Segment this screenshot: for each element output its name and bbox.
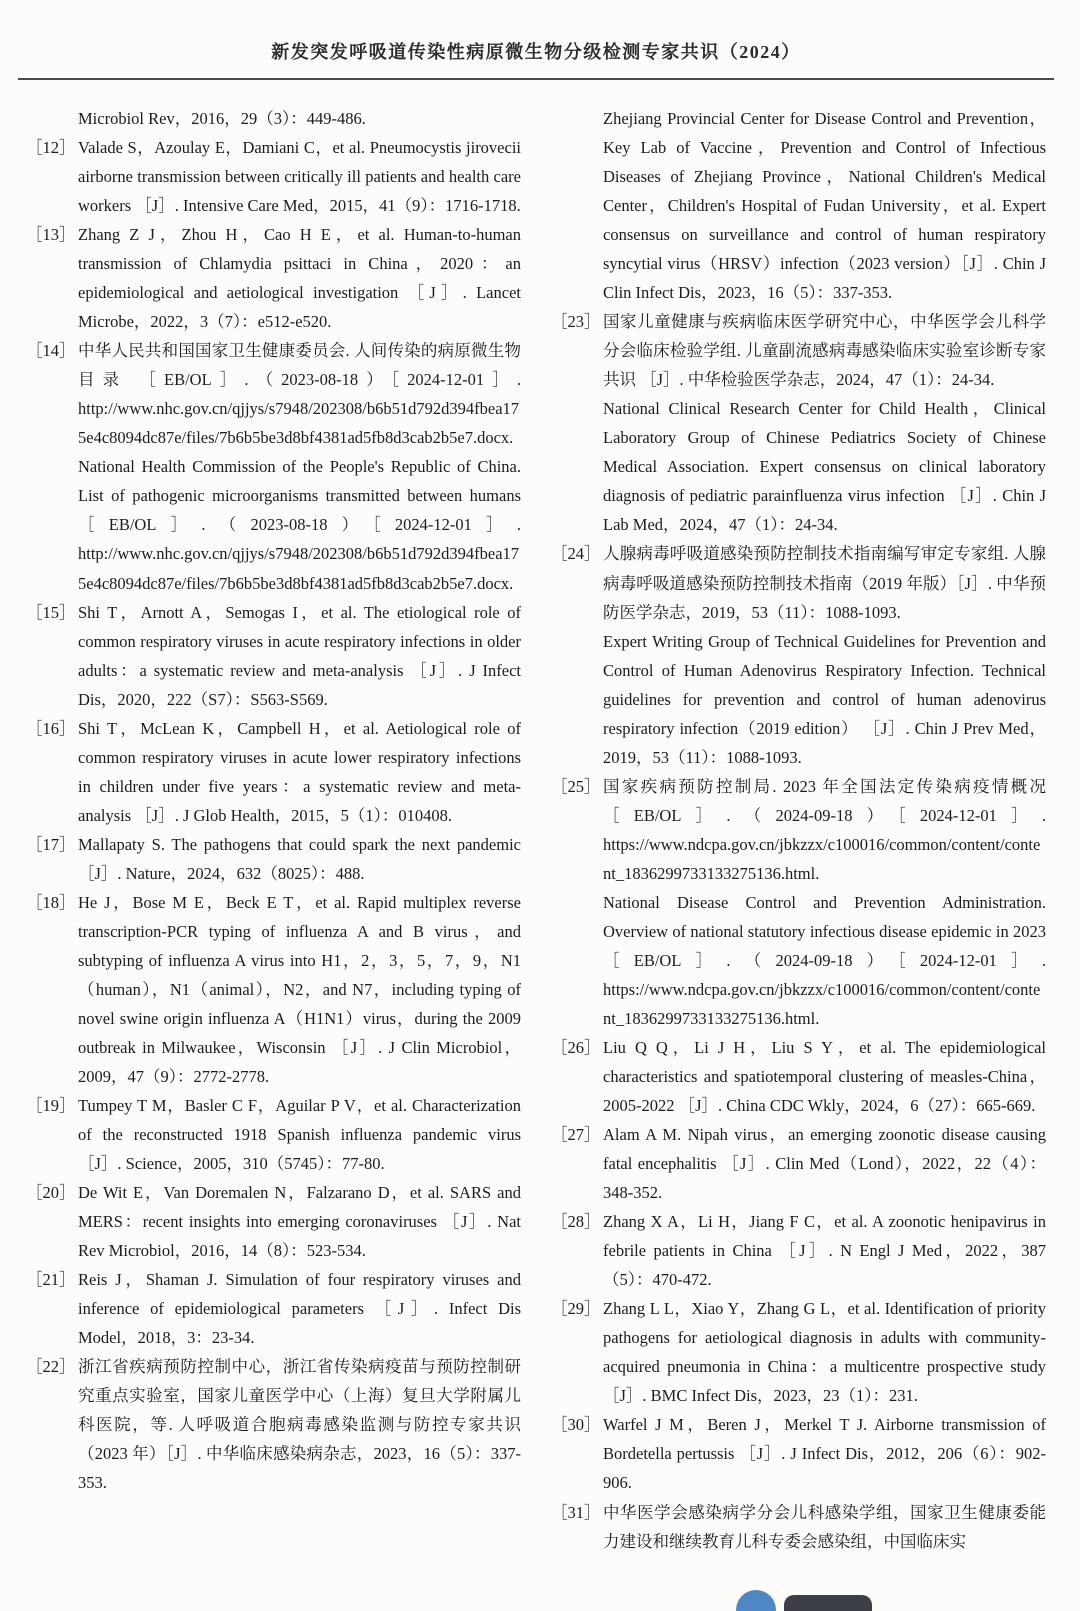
- reference-text: Liu Q Q，Li J H，Liu S Y，et al. The epidemiological characteristics and spatiotemporal clustering of measles-China，2005-2022 ［J］. China CDC Wkly，2024，6（27）：665-669.: [603, 1038, 1046, 1116]
- reference-number: ［16］: [26, 718, 76, 738]
- reference-entry: [26, 1091, 521, 1178]
- reference-number: ［12］: [26, 138, 76, 158]
- reference-text: Zhejiang Provincial Center for Disease Control and Prevention，Key Lab of Vaccine，Prevention and Control of Infectious Diseases of Zhejiang Province，National Children's Medical Center，Children's Hospital of Fudan University，et al. Expert consensus on surveillance and control of human respiratory syncytial virus（HRSV）infection（2023 version）［J］. Chin J Clin Infect Dis，2023，16（5）：337-353.: [603, 109, 1046, 303]
- reference-entry: [26, 598, 521, 714]
- reference-entry: [551, 1207, 1046, 1294]
- reference-text: 国家儿童健康与疾病临床医学研究中心，中华医学会儿科学分会临床检验学组. 儿童副流感病毒感染临床实验室诊断专家共识 ［J］. 中华检验医学杂志，2024，47（1）：24-34.: [603, 312, 1046, 390]
- reference-text: Zhang L L，Xiao Y，Zhang G L，et al. Identification of priority pathogens for aetiological diagnosis in adults with community-acquired pneumonia in China：a multicentre prospective study ［J］. BMC Infect Dis，2023，23（1）：231.: [603, 1299, 1046, 1406]
- reference-number: ［19］: [26, 1096, 76, 1116]
- reference-entry: [26, 1265, 521, 1352]
- reference-text: Microbiol Rev，2016，29（3）：449-486.: [78, 109, 366, 128]
- reference-text: De Wit E，Van Doremalen N，Falzarano D，et al. SARS and MERS：recent insights into emerging coronaviruses ［J］. Nat Rev Microbiol，2016，14（8）：523-534.: [78, 1183, 521, 1261]
- reference-entry: [26, 336, 521, 597]
- reference-text: 浙江省疾病预防控制中心，浙江省传染病疫苗与预防控制研究重点实验室，国家儿童医学中心（上海）复旦大学附属儿科医院，等. 人呼吸道合胞病毒感染监测与防控专家共识（2023 年）［J］. 中华临床感染病杂志，2023，16（5）：337-353.: [78, 1357, 521, 1493]
- reference-entry: [26, 830, 521, 888]
- watermark-bar: [784, 1595, 872, 1611]
- reference-number: ［30］: [551, 1415, 601, 1435]
- reference-text: Warfel J M，Beren J，Merkel T J. Airborne transmission of Bordetella pertussis ［J］. J Infect Dis，2012，206（6）：902-906.: [603, 1415, 1046, 1493]
- reference-text: Alam A M. Nipah virus，an emerging zoonotic disease causing fatal encephalitis ［J］. Clin Med（Lond），2022，22（4）：348-352.: [603, 1125, 1046, 1203]
- reference-entry: [551, 1033, 1046, 1120]
- reference-text: He J，Bose M E，Beck E T，et al. Rapid multiplex reverse transcription-PCR typing of influenza A and B virus，and subtyping of influenza A virus into H1，2，3，5，7，9，N1（human），N1（animal），N2，and N7，including typing of novel swine origin influenza A（H1N1）virus，during the 2009 outbreak in Milwaukee，Wisconsin ［J］. J Clin Microbiol，2009，47（9）：2772-2778.: [78, 892, 521, 1087]
- references-section: [26, 104, 1046, 1556]
- reference-number: ［15］: [26, 602, 76, 622]
- reference-text: Shi T，McLean K，Campbell H，et al. Aetiological role of common respiratory viruses in acute lower respiratory infections in children under five years：a systematic review and meta-analysis ［J］. J Glob Health，2015，5（1）：010408.: [78, 718, 521, 825]
- reference-entry: [26, 104, 521, 133]
- reference-number: ［29］: [551, 1299, 601, 1319]
- reference-text: Shi T，Arnott A，Semogas I，et al. The etiological role of common respiratory viruses in acute respiratory infections in older adults：a systematic review and meta-analysis ［J］. J Infect Dis，2020，222（S7）：S563-S569.: [78, 602, 521, 709]
- reference-text: Mallapaty S. The pathogens that could spark the next pandemic ［J］. Nature，2024，632（8025）：488.: [78, 834, 521, 883]
- reference-entry: [551, 1410, 1046, 1497]
- reference-number: ［31］: [551, 1502, 601, 1522]
- reference-entry: [26, 1352, 521, 1497]
- reference-number: ［28］: [551, 1212, 601, 1232]
- reference-number: ［22］: [26, 1357, 76, 1377]
- reference-entry: [551, 104, 1046, 307]
- reference-number: ［24］: [551, 544, 601, 564]
- page-header: [26, 0, 1046, 80]
- reference-number: ［20］: [26, 1183, 76, 1203]
- watermark-circle-icon: [736, 1590, 776, 1611]
- reference-entry: [551, 1294, 1046, 1410]
- reference-entry: [26, 133, 521, 220]
- reference-text: 人腺病毒呼吸道感染预防控制技术指南编写审定专家组. 人腺病毒呼吸道感染预防控制技术指南（2019 年版）［J］. 中华预防医学杂志，2019，53（11）：1088-1093.: [603, 544, 1046, 622]
- watermark-badge: [720, 1587, 900, 1611]
- reference-entry: [26, 888, 521, 1091]
- reference-text: 国家疾病预防控制局. 2023 年全国法定传染病疫情概况 ［EB/OL］.（2024-09-18）［2024-12-01］. https://www.ndcpa.gov.cn/jbkzzx/c100016/common/content/content_1836299733133275136.html.: [603, 776, 1046, 883]
- reference-text: National Health Commission of the People's Republic of China. List of pathogenic microorganisms transmitted between humans ［EB/OL］.（2023-08-18）［2024-12-01］. http://www.nhc.gov.cn/qjjys/s7948/202308/b6b51d792d394fbea175e4c8094dc87e/files/7b6b5be3d8bf4381ad5fb8d3cab2b5e7.docx.: [78, 457, 521, 593]
- reference-text: Reis J，Shaman J. Simulation of four respiratory viruses and inference of epidemiological parameters ［J］. Infect Dis Model，2018，3：23-34.: [78, 1270, 521, 1348]
- page-title: 新发突发呼吸道传染性病原微生物分级检测专家共识（2024）: [271, 42, 801, 62]
- reference-text: Zhang X A，Li H，Jiang F C，et al. A zoonotic henipavirus in febrile patients in China ［J］. N Engl J Med，2022，387（5）：470-472.: [603, 1212, 1046, 1290]
- reference-entry: [551, 772, 1046, 1033]
- reference-entry: [551, 1498, 1046, 1556]
- reference-text: National Clinical Research Center for Child Health，Clinical Laboratory Group of Chinese Pediatrics Society of Chinese Medical Association. Expert consensus on clinical laboratory diagnosis of pediatric parainfluenza virus infection ［J］. Chin J Lab Med，2024，47（1）：24-34.: [603, 399, 1046, 535]
- reference-number: ［18］: [26, 892, 76, 912]
- header-divider: [18, 78, 1054, 80]
- reference-text: Zhang Z J，Zhou H，Cao H E，et al. Human-to-human transmission of Chlamydia psittaci in China，2020：an epidemiological and aetiological investigation ［J］. Lancet Microbe，2022，3（7）：e512-e520.: [78, 225, 521, 332]
- reference-entry: [551, 1120, 1046, 1207]
- reference-text: 中华医学会感染病学分会儿科感染学组，国家卫生健康委能力建设和继续教育儿科专委会感染组，中国临床实: [603, 1502, 1046, 1551]
- reference-text: Expert Writing Group of Technical Guidelines for Prevention and Control of Human Adenovirus Respiratory Infection. Technical guidelines for prevention and control of human adenovirus respiratory infection（2019 edition） ［J］. Chin J Prev Med，2019，53（11）：1088-1093.: [603, 631, 1046, 767]
- reference-text: Valade S，Azoulay E，Damiani C，et al. Pneumocystis jirovecii airborne transmission between critically ill patients and health care workers ［J］. Intensive Care Med，2015，41（9）：1716-1718.: [78, 138, 521, 216]
- reference-number: ［25］: [551, 776, 601, 796]
- reference-number: ［17］: [26, 834, 76, 854]
- reference-number: ［21］: [26, 1270, 76, 1290]
- reference-text: Tumpey T M，Basler C F，Aguilar P V，et al. Characterization of the reconstructed 1918 Spanish influenza pandemic virus ［J］. Science，2005，310（5745）：77-80.: [78, 1096, 521, 1174]
- reference-entry: [551, 539, 1046, 771]
- reference-number: ［13］: [26, 225, 76, 245]
- reference-entry: [26, 1178, 521, 1265]
- reference-entry: [551, 307, 1046, 539]
- references-column-right: [551, 104, 1046, 1556]
- reference-text: 中华人民共和国国家卫生健康委员会. 人间传染的病原微生物目录 ［EB/OL］.（2023-08-18）［2024-12-01］. http://www.nhc.gov.cn/qjjys/s7948/202308/b6b51d792d394fbea175e4c8094dc87e/files/7b6b5be3d8bf4381ad5fb8d3cab2b5e7.docx.: [78, 341, 521, 448]
- reference-number: ［14］: [26, 341, 76, 361]
- reference-entry: [26, 714, 521, 830]
- reference-number: ［27］: [551, 1125, 601, 1145]
- references-column-left: [26, 104, 521, 1556]
- reference-text: National Disease Control and Prevention Administration. Overview of national statutory infectious disease epidemic in 2023 ［EB/OL］.（2024-09-18）［2024-12-01］. https://www.ndcpa.gov.cn/jbkzzx/c100016/common/content/content_1836299733133275136.html.: [603, 892, 1046, 1028]
- reference-number: ［26］: [551, 1038, 601, 1057]
- reference-entry: [26, 220, 521, 336]
- reference-number: ［23］: [551, 312, 601, 332]
